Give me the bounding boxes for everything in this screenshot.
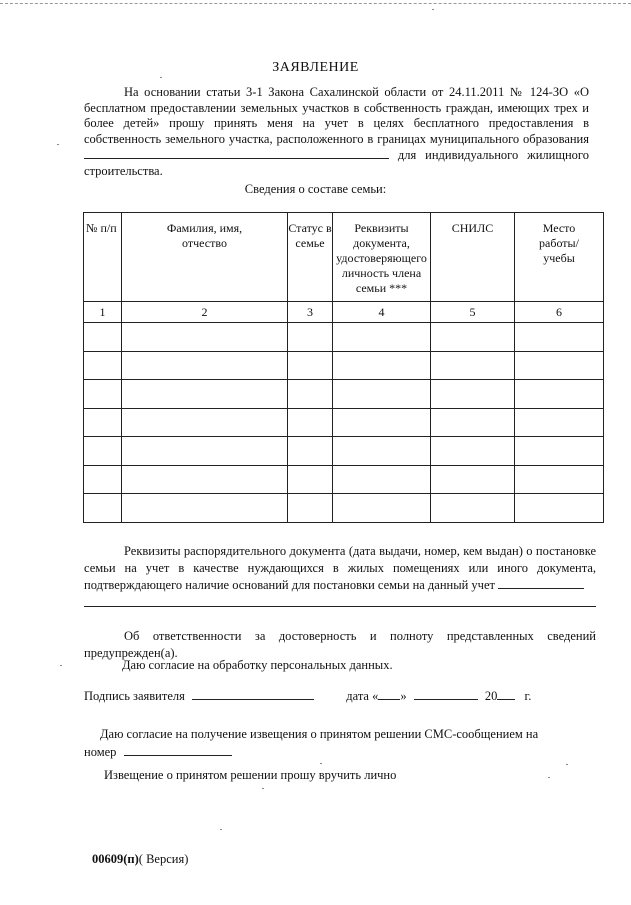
scan-speck xyxy=(160,77,162,78)
header-number xyxy=(84,213,122,302)
scan-speck xyxy=(57,144,59,145)
table-cell[interactable] xyxy=(333,465,431,494)
table-cell[interactable] xyxy=(84,408,122,437)
table-cell[interactable] xyxy=(431,380,515,409)
table-row xyxy=(84,465,604,494)
scan-speck xyxy=(432,9,434,10)
table-cell[interactable] xyxy=(288,408,333,437)
table-cell[interactable] xyxy=(333,408,431,437)
table-cell[interactable] xyxy=(515,494,604,523)
table-row xyxy=(84,494,604,523)
header-workplace xyxy=(515,213,604,302)
form-code: 00609(п) xyxy=(92,852,139,866)
personal-delivery-text: Извещение о принятом решении прошу вручить лично xyxy=(104,768,397,782)
table-cell[interactable] xyxy=(84,351,122,380)
table-cell[interactable] xyxy=(515,437,604,466)
intro-paragraph xyxy=(84,85,589,179)
requisites-blank-field[interactable] xyxy=(498,577,584,589)
table-cell[interactable] xyxy=(122,351,288,380)
table-row xyxy=(84,437,604,466)
scan-speck xyxy=(60,665,62,666)
scan-speck xyxy=(220,829,222,830)
table-cell[interactable] xyxy=(515,408,604,437)
requisites-continuation-line[interactable] xyxy=(84,606,596,607)
table-cell[interactable] xyxy=(84,465,122,494)
document-title: ЗАЯВЛЕНИЕ xyxy=(272,60,359,75)
table-cell[interactable] xyxy=(122,408,288,437)
header-label: Реквизиты документа, удостоверяющего личность члена семьи *** xyxy=(336,221,427,295)
family-table xyxy=(83,212,604,523)
table-cell[interactable] xyxy=(333,351,431,380)
table-row xyxy=(84,380,604,409)
column-number: 6 xyxy=(515,302,604,323)
table-cell[interactable] xyxy=(122,323,288,352)
header-id-document xyxy=(333,213,431,302)
sms-consent-text: Даю согласие на получение извещения о принятом решении СМС-сообщением на xyxy=(100,727,539,741)
header-label: Статус в семье xyxy=(288,221,332,250)
requisites-paragraph xyxy=(84,543,596,594)
table-cell[interactable] xyxy=(333,437,431,466)
table-cell[interactable] xyxy=(431,465,515,494)
table-cell[interactable] xyxy=(84,437,122,466)
table-cell[interactable] xyxy=(288,465,333,494)
responsibility-text: Об ответственности за достоверность и полноту представленных сведений предупрежден(а). xyxy=(84,629,596,660)
table-cell[interactable] xyxy=(515,323,604,352)
scan-edge-rule xyxy=(0,3,631,4)
signature-blank-field[interactable] xyxy=(192,688,314,700)
column-number: 4 xyxy=(333,302,431,323)
table-cell[interactable] xyxy=(431,437,515,466)
header-label: Фамилия, имя, отчество xyxy=(166,221,243,250)
header-label: Место работы/учебы xyxy=(539,221,579,265)
year-blank[interactable] xyxy=(497,688,515,700)
scan-speck xyxy=(548,777,550,778)
responsibility-paragraph xyxy=(84,628,596,662)
intro-text: На основании статьи 3-1 Закона Сахалинской области от 24.11.2011 № 124-ЗО «О бесплатном предоставлении земельных участков в собственность граждан, имеющих трех и более детей» прошу принять меня на учет в целях бесплатного предоставления в собственность земельного участка, расположенного в границах муниципального образования xyxy=(84,85,589,146)
signature-row xyxy=(84,688,531,704)
scan-speck xyxy=(262,788,264,789)
table-cell[interactable] xyxy=(122,494,288,523)
table-cell[interactable] xyxy=(84,380,122,409)
table-cell[interactable] xyxy=(431,323,515,352)
table-cell[interactable] xyxy=(84,494,122,523)
header-full-name xyxy=(122,213,288,302)
header-label: № п/п xyxy=(86,221,117,235)
table-cell[interactable] xyxy=(122,437,288,466)
table-cell[interactable] xyxy=(333,323,431,352)
sms-number-blank-field[interactable] xyxy=(124,744,232,756)
table-cell[interactable] xyxy=(288,380,333,409)
column-number: 2 xyxy=(122,302,288,323)
form-version: ( Версия) xyxy=(138,852,189,866)
column-number: 3 xyxy=(288,302,333,323)
family-caption: Сведения о составе семьи: xyxy=(244,182,387,196)
municipality-blank-field[interactable] xyxy=(84,147,389,159)
date-month-blank[interactable] xyxy=(414,688,478,700)
scan-speck xyxy=(320,763,322,764)
table-cell[interactable] xyxy=(333,494,431,523)
intro-text-end: для индивидуального жилищного строительства. xyxy=(84,148,589,178)
table-row xyxy=(84,323,604,352)
consent-personal-data: Даю согласие на обработку персональных данных. xyxy=(122,658,393,672)
table-cell[interactable] xyxy=(122,465,288,494)
table-cell[interactable] xyxy=(431,494,515,523)
table-cell[interactable] xyxy=(515,351,604,380)
sms-number-label: номер xyxy=(84,745,117,759)
date-day-blank[interactable] xyxy=(378,688,400,700)
date-label: дата « xyxy=(346,689,379,703)
table-cell[interactable] xyxy=(431,351,515,380)
requisites-text: Реквизиты распорядительного документа (дата выдачи, номер, кем выдан) о постановке семьи на учет в качестве нуждающихся в жилых помещениях или иного документа, подтверждающего наличие оснований для постановки семьи на данный учет xyxy=(84,544,596,592)
year-suffix: г. xyxy=(524,689,532,703)
year-prefix: 20 xyxy=(484,689,498,703)
column-number-row xyxy=(84,302,604,323)
table-row xyxy=(84,351,604,380)
form-code-footer xyxy=(92,852,188,867)
table-cell[interactable] xyxy=(288,437,333,466)
table-header-row xyxy=(84,213,604,302)
date-quote-close: » xyxy=(400,689,407,703)
scan-speck xyxy=(566,764,568,765)
table-row xyxy=(84,408,604,437)
table-cell[interactable] xyxy=(84,323,122,352)
table-cell[interactable] xyxy=(288,494,333,523)
table-cell[interactable] xyxy=(515,380,604,409)
sms-number-row xyxy=(84,744,232,760)
signature-label: Подпись заявителя xyxy=(84,689,185,703)
table-cell[interactable] xyxy=(288,351,333,380)
table-cell[interactable] xyxy=(122,380,288,409)
header-snils xyxy=(431,213,515,302)
table-cell[interactable] xyxy=(333,380,431,409)
header-label: СНИЛС xyxy=(451,221,494,235)
table-cell[interactable] xyxy=(288,323,333,352)
table-cell[interactable] xyxy=(431,408,515,437)
column-number: 1 xyxy=(84,302,122,323)
column-number: 5 xyxy=(431,302,515,323)
table-cell[interactable] xyxy=(515,465,604,494)
header-status xyxy=(288,213,333,302)
